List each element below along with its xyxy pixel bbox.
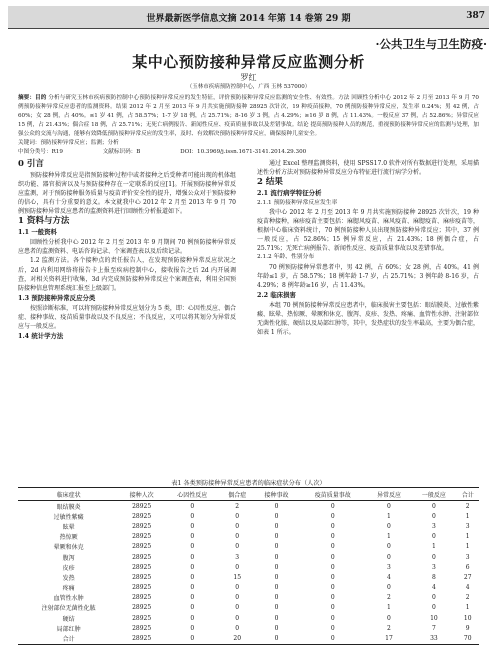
- table-cell: 20: [220, 633, 254, 644]
- table-row: [18, 593, 479, 603]
- table-cell: 15: [233, 573, 242, 581]
- table-cell: 4: [432, 584, 436, 592]
- table-cell: 2: [465, 502, 470, 510]
- table-cell: 3: [387, 563, 391, 571]
- table-cell: 0: [274, 604, 279, 612]
- author: 罗红: [240, 73, 257, 82]
- age-sex-text: 70 例预防接种异常患者中，男 42 例，占 60%；女 28 例，占 40%。41 例年龄≤1 岁，占 58.57%；18 例年龄 1-7 岁，占 25.71%；3 例年龄 8-16 岁，占 4.29%；8 例年龄≥16 岁，占 11.43%。: [257, 263, 479, 289]
- symptom-name-cell: 疼痛: [62, 585, 75, 593]
- table-cell: 4: [465, 584, 470, 592]
- table-cell: 1: [387, 604, 391, 612]
- table-cell: 0: [330, 584, 335, 592]
- epidemiology-heading: 2.1 流行病学特征分析: [257, 189, 322, 198]
- table-row: [18, 613, 479, 623]
- table-row: [18, 633, 479, 644]
- table-row: [18, 501, 479, 512]
- symptom-name-cell: 过敏性紫癜: [53, 513, 84, 521]
- table-cell: 28925: [132, 512, 152, 520]
- classification-line: [18, 148, 479, 157]
- table-cell: 8: [432, 573, 436, 581]
- table-cell: 0: [432, 594, 436, 602]
- table-cell: 0: [235, 522, 240, 530]
- table-cell: 1: [465, 543, 470, 551]
- results-heading: 2 结果: [257, 177, 283, 188]
- statistics-heading: 1.4 统计学方法: [18, 331, 64, 340]
- age-sex-heading: 2.1.2 年龄、性别分布: [257, 254, 315, 261]
- abstract: [18, 94, 479, 139]
- table-cell: 28925: [132, 604, 152, 612]
- table-cell: 0: [274, 522, 279, 530]
- table-cell: 28925: [132, 594, 152, 602]
- table-header-cell: 接种人次: [119, 488, 164, 501]
- table-cell: 27: [463, 573, 472, 581]
- table-cell: 0: [190, 584, 195, 592]
- classification-heading: 1.3 预防接种异常反应分类: [18, 293, 96, 302]
- running-header: [8, 6, 489, 29]
- intro-heading: 0 引言: [18, 159, 44, 169]
- table-cell: 0: [432, 604, 436, 612]
- table-cell: 2: [235, 502, 240, 510]
- symptom-table: [18, 487, 479, 645]
- journal-name: 世界最新医学信息文摘 2014 年第 14 卷第 29 期: [146, 14, 351, 24]
- table-cell: 10: [463, 614, 472, 622]
- monitoring-method-text: 监测方法。各个接种点的责任报告人，在发现预防接种异常反应状况之后，2d 内利用网络将报告卡上报至疾病控制中心，接收报告之后 2d 内开展调查，对相关资料进行收集，3d 内完成预防接种异常反应个案调查表，利用全国预防接种信息管理系统汇报至上级部门。: [18, 257, 236, 292]
- table-cell: 0: [330, 573, 335, 581]
- table-header-cell: 合计: [456, 488, 479, 501]
- table-header-cell: 异常反应: [366, 488, 411, 501]
- table-body: [18, 501, 479, 645]
- classification-text: 按照诊断标准，可以将预防接种异常反应划分为 5 类，即：心因性反应、偶合症、接种事故、疫苗质量事故以及不良反应；不良反应，又可以将其划分为异常反应与一般反应。: [18, 304, 236, 330]
- table-cell: 3: [235, 553, 240, 561]
- table-cell: 0: [387, 522, 391, 530]
- table-cell: 1: [465, 604, 470, 612]
- general-data-heading: 1.1 一般资料: [18, 228, 57, 237]
- symptom-name-cell: 血管性水肿: [53, 595, 84, 603]
- table-cell: 28925: [132, 543, 152, 551]
- table-cell: 0: [235, 563, 240, 571]
- table-cell: 0: [235, 543, 240, 551]
- incidence-text: 我中心 2012 年 2 月至 2013 年 9 月共实施预防接种 28925 次针次，19 种疫苗种接种，麻疹疫苗主要包括：麻腮风疫苗、麻风疫苗、麻腮疫苗、麻疹疫苗等，根据中心临床资料统计，70 例预防接种人员出现预防接种异常反应；其中，37 例一般反应，占 52.86%；15 例异常反应，占 21.43%；18 例偶合症，占 25.71%；无死亡病例报告、新闻性反应、疫苗质量事故以及差错事故。: [257, 209, 480, 253]
- symptom-name-cell: 眩晕: [62, 523, 75, 531]
- table-cell: 2: [387, 594, 391, 602]
- incidence-heading: 2.1.1 预防接种异常反应发生率: [257, 200, 338, 207]
- symptom-name-cell: 皮疹: [62, 564, 75, 572]
- table-cell: 0: [330, 563, 335, 571]
- symptom-name-cell: 合计: [18, 633, 119, 644]
- table-row: [18, 603, 479, 613]
- symptom-name-cell: 眼结膜炎: [56, 503, 81, 511]
- clinical-damage-heading: 2.2 临床损害: [257, 290, 296, 299]
- table-cell: 28925: [132, 533, 152, 541]
- table-cell: 1: [465, 512, 470, 520]
- table-header-row: [18, 488, 479, 501]
- table-cell: 0: [274, 553, 279, 561]
- table-cell: 10: [430, 614, 438, 622]
- keywords: 关键词：预防接种异常反应；监测；分析: [18, 140, 119, 146]
- table-cell: 0: [254, 633, 299, 644]
- table-cell: 0: [190, 624, 195, 632]
- table-cell: 0: [235, 614, 240, 622]
- table-cell: 0: [274, 624, 279, 632]
- table-cell: 2: [465, 594, 470, 602]
- table-cell: 3: [465, 553, 470, 561]
- table-cell: 0: [235, 624, 240, 632]
- table-cell: 0: [274, 502, 279, 510]
- table-row: [18, 623, 479, 633]
- table-cell: 28925: [132, 614, 152, 622]
- monitoring-method-label: 1.2: [30, 257, 40, 265]
- table-cell: 0: [190, 512, 195, 520]
- table-cell: 0: [274, 543, 279, 551]
- table-cell: 0: [274, 512, 279, 520]
- table-cell: 0: [387, 543, 391, 551]
- table-cell: 33: [411, 633, 456, 644]
- table-cell: 0: [190, 614, 195, 622]
- table-cell: 0: [190, 604, 195, 612]
- section-tag: ·公共卫生与卫生防疫·: [375, 37, 487, 51]
- table-cell: 0: [164, 633, 220, 644]
- table-cell: 0: [190, 573, 195, 581]
- table-cell: 0: [330, 624, 335, 632]
- table-cell: 28925: [119, 633, 164, 644]
- table-cell: 0: [235, 512, 240, 520]
- affiliation: （玉林市疾病预防控制中心，广西 玉林 537000）: [186, 84, 311, 90]
- table-cell: 6: [465, 563, 470, 571]
- left-column: [18, 159, 236, 342]
- table-cell: 0: [387, 553, 391, 561]
- table-cell: 0: [190, 563, 195, 571]
- page-number: 387: [466, 11, 485, 21]
- table-row: [18, 572, 479, 582]
- methods-heading: 1 资料与方法: [18, 216, 70, 227]
- table-row: [18, 542, 479, 552]
- table-row: [18, 552, 479, 562]
- table-cell: 0: [330, 614, 335, 622]
- table-cell: 0: [330, 594, 335, 602]
- table-cell: 1: [387, 512, 391, 520]
- table-cell: 28925: [132, 584, 152, 592]
- table-cell: 0: [299, 633, 366, 644]
- table-cell: 0: [190, 533, 195, 541]
- table-cell: 9: [465, 624, 470, 632]
- table-cell: 1: [387, 533, 391, 541]
- table-cell: 0: [274, 533, 279, 541]
- table-cell: 28925: [132, 553, 152, 561]
- document-code: 文献标识码：B: [102, 148, 141, 155]
- table-cell: 0: [235, 604, 240, 612]
- table-cell: 0: [432, 553, 436, 561]
- table-cell: 0: [330, 533, 335, 541]
- table-cell: 2: [387, 624, 391, 632]
- table-row: [18, 532, 479, 542]
- table-cell: 3: [432, 563, 436, 571]
- table-cell: 0: [190, 553, 195, 561]
- table-cell: 70: [456, 633, 479, 644]
- table-cell: 0: [274, 573, 279, 581]
- table-cell: 0: [235, 584, 240, 592]
- table-cell: 3: [432, 522, 436, 530]
- right-column: [257, 159, 479, 337]
- table-cell: 0: [190, 502, 195, 510]
- table-header-cell: 偶合症: [220, 488, 254, 501]
- table-cell: 0: [330, 604, 335, 612]
- doi: DOI：10.3969/j.issn.1671-3141.2014.29.300: [180, 148, 307, 155]
- table-cell: 0: [274, 584, 279, 592]
- general-data-text: 回顾性分析我中心 2012 年 2 月至 2013 年 9 月期间 70 例预防接种异常反应患者的监测资料、电话咨询记录、个案调查表以及后续记录。: [18, 239, 236, 256]
- table-caption: 表1 各类预防接种异常反应患者的临床症状分布（人次）: [171, 480, 326, 487]
- table-cell: 0: [274, 614, 279, 622]
- table-cell: 3: [465, 522, 470, 530]
- table-header-cell: 一般反应: [411, 488, 456, 501]
- table-cell: 28925: [132, 563, 152, 571]
- table-cell: 0: [190, 594, 195, 602]
- symptom-name-cell: 晕厥和休克: [53, 544, 84, 552]
- table-cell: 0: [387, 584, 391, 592]
- table-row: [18, 521, 479, 531]
- table-cell: 28925: [132, 502, 152, 510]
- table-cell: 17: [366, 633, 411, 644]
- symptom-name-cell: 局部红肿: [56, 625, 81, 633]
- table-cell: 0: [274, 594, 279, 602]
- symptom-name-cell: 注射部位无菌性化脓: [41, 605, 96, 613]
- abstract-text: 分析与研究玉林市疾病预防控制中心预防接种异常反应的发生特征，评价预防接种异常反应监测的安全性、有效性。方法 回顾性分析中心 2012 年 2 月至 2013 年 9 月 70 例预防接种异常反应患者的监测资料。结果 2012 年 2 月至 2013 年 9 月共实施预防接种 28925 次针次，19 种疫苗接种，70 例预防接种异常反应，发生率 0.24%；男 42 例，占 60%；女 28 例，占 40%。≤1 岁 41 例，占 58.57%；1-7 岁 18 例，占 25.71%；8-16 岁 3 例，占 4.29%；≥16 岁 8 例，占 11.43%。一般反应 37 例，占 52.86%；异常反应 15 例，占 21.43%；偶合症 18 例，占 25.71%；无死亡病例报告、新闻性反应、疫苗质量事故以及差错事故。结论 提高预防接种人员的规范，重视预防接种异常反应的监测与处理，加强公众的交流与沟通，能够有效降低预防接种异常反应的发生率，及时、有效解决预防接种异常反应，确保接种儿童安全。: [18, 95, 479, 137]
- table-cell: 0: [330, 543, 335, 551]
- table-cell: 28925: [132, 522, 152, 530]
- table-row: [18, 511, 479, 521]
- table-cell: 28925: [132, 573, 152, 581]
- table-cell: 0: [432, 502, 436, 510]
- table-cell: 0: [330, 522, 335, 530]
- table-cell: 0: [330, 553, 335, 561]
- table-cell: 0: [432, 533, 436, 541]
- abstract-label: 摘要：目的: [18, 95, 47, 101]
- table-cell: 7: [432, 624, 436, 632]
- symptom-name-cell: 热惊厥: [59, 534, 78, 542]
- statistics-text: 通过 Excel 整理监测资料，使用 SPSS17.0 软件对所有数据进行处理，采用描述性分析方法对预防接种异常反应分布特征进行流行病学分析。: [257, 160, 479, 177]
- table-header-cell: 接种事故: [254, 488, 299, 501]
- table-cell: 28925: [132, 624, 152, 632]
- table-cell: 0: [190, 522, 195, 530]
- table-cell: 0: [330, 502, 335, 510]
- table-cell: 0: [235, 594, 240, 602]
- table-header-cell: 疫苗质量事故: [299, 488, 366, 501]
- intro-text: 预防接种异常反应是指预防接种过程中或者接种之后受种者可能出现的机体组织功能、器官损害以及与预防接种存在一定联系的反应[1]。开展预防接种异常反应监测，对于预防接种服务质量与疫苗评价安全性的提升，增强公众对于预防接种的信心，具有十分重要的意义。本文就我中心 2012 年 2 月至 2013 年 9 月 70 例预防接种异常反应患者的监测资料进行回顾性分析报道如下。: [18, 172, 236, 216]
- table-cell: 1: [465, 533, 470, 541]
- table-row: [18, 583, 479, 593]
- clc-number: 中图分类号：R19: [18, 148, 63, 155]
- table-cell: 0: [387, 614, 391, 622]
- symptom-name-cell: 硬结: [62, 615, 75, 623]
- table-cell: 0: [274, 563, 279, 571]
- table-cell: 1: [432, 543, 436, 551]
- table-cell: 4: [387, 573, 391, 581]
- table-cell: 0: [330, 512, 335, 520]
- table-header-cell: 临床症状: [18, 488, 119, 501]
- table-row: [18, 562, 479, 572]
- paper-title: 某中心预防接种异常反应监测分析: [132, 53, 365, 71]
- symptom-name-cell: 腹泻: [62, 554, 75, 562]
- table-cell: 0: [190, 543, 195, 551]
- clinical-damage-text: 本组 70 例预防接种异常反应患者中，临床损害主要包括：眼结膜炎、过敏性紫癜、眩晕、热惊厥、晕厥和休克、腹泻、皮疹、发热、疼痛、血管性水肿、注射部位无菌性化脓、硬结以及局部红肿等，其中，发热症状的发生率最高，主要为偶合症，如表 1 所示。: [257, 301, 480, 336]
- table-cell: 0: [387, 502, 391, 510]
- table-cell: 0: [432, 512, 436, 520]
- table-cell: 0: [235, 533, 240, 541]
- symptom-name-cell: 发热: [62, 574, 75, 582]
- table-header-cell: 心因性反应: [164, 488, 220, 501]
